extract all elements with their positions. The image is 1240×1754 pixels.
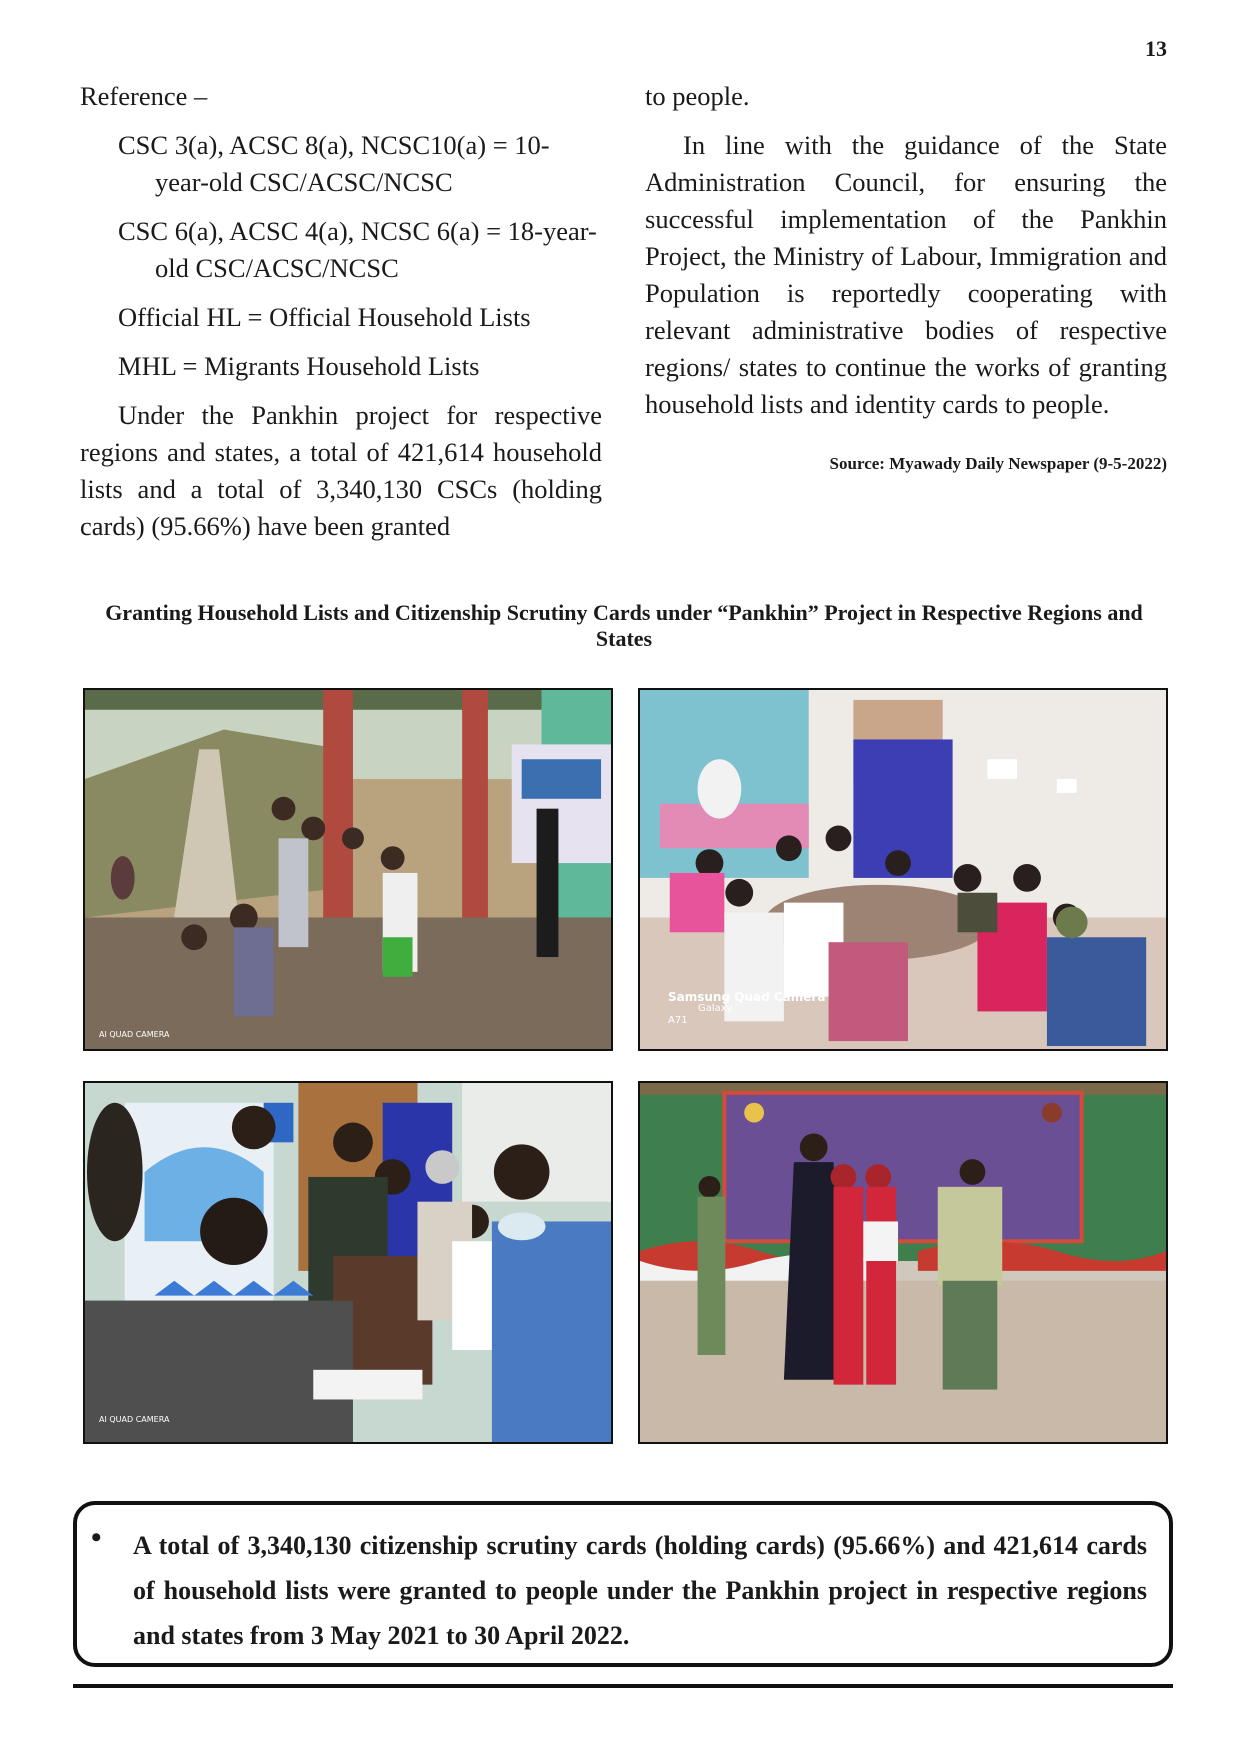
- photo-officials-desk: [83, 1081, 613, 1444]
- right-column: [645, 78, 1167, 475]
- footer-rule: [73, 1684, 1173, 1688]
- photo-indoor-meeting: [638, 688, 1168, 1051]
- camera-watermark: AI QUAD CAMERA: [99, 1030, 170, 1039]
- camera-watermark: [668, 991, 825, 1027]
- right-paragraph: In line with the guidance of the State Administration Council, for ensuring the successful implementation of the Pankhin Project, the Ministry of Labour, Immigration and Population is reportedly cooperating with relevant administrative bodies of respective regions/ states to continue the works of granting household lists and identity cards to people.: [645, 130, 1167, 419]
- reference-item: CSC 3(a), ACSC 8(a), NCSC10(a) = 10-year-old CSC/ACSC/NCSC: [118, 130, 550, 197]
- reference-item: CSC 6(a), ACSC 4(a), NCSC 6(a) = 18-year-old CSC/ACSC/NCSC: [118, 216, 597, 283]
- camera-watermark-line: A71: [668, 1015, 688, 1026]
- photo-handover-ceremony: [638, 1081, 1168, 1444]
- camera-watermark-line: Galaxy: [698, 1003, 733, 1014]
- reference-item: MHL = Migrants Household Lists: [118, 351, 480, 381]
- bullet-icon: •: [91, 1521, 102, 1554]
- summary-text: A total of 3,340,130 citizenship scrutiny cards (holding cards) (95.66%) and 421,614 cards of household lists were granted to people under the Pankhin project in respective regions and states from 3 May 2021 to 30 April 2022.: [133, 1531, 1147, 1650]
- camera-watermark-line: Samsung Quad Camera: [668, 990, 826, 1004]
- summary-box: [73, 1501, 1173, 1667]
- page-number: 13: [1145, 36, 1167, 61]
- left-paragraph: Under the Pankhin project for respective regions and states, a total of 421,614 household lists and a total of 3,340,130 CSCs (holding cards) (95.66%) have been granted: [80, 400, 602, 541]
- reference-title: Reference –: [80, 81, 208, 111]
- photo-caption: Granting Household Lists and Citizenship Scrutiny Cards under “Pankhin” Project in Respective Regions and States: [105, 600, 1143, 651]
- reference-item: Official HL = Official Household Lists: [118, 302, 531, 332]
- photo-outdoor-registration: [83, 688, 613, 1051]
- camera-watermark: AI QUAD CAMERA: [99, 1415, 170, 1424]
- source-citation: Source: Myawady Daily Newspaper (9-5-2022): [829, 454, 1167, 473]
- continuation-text: to people.: [645, 81, 750, 111]
- left-column: [80, 78, 602, 545]
